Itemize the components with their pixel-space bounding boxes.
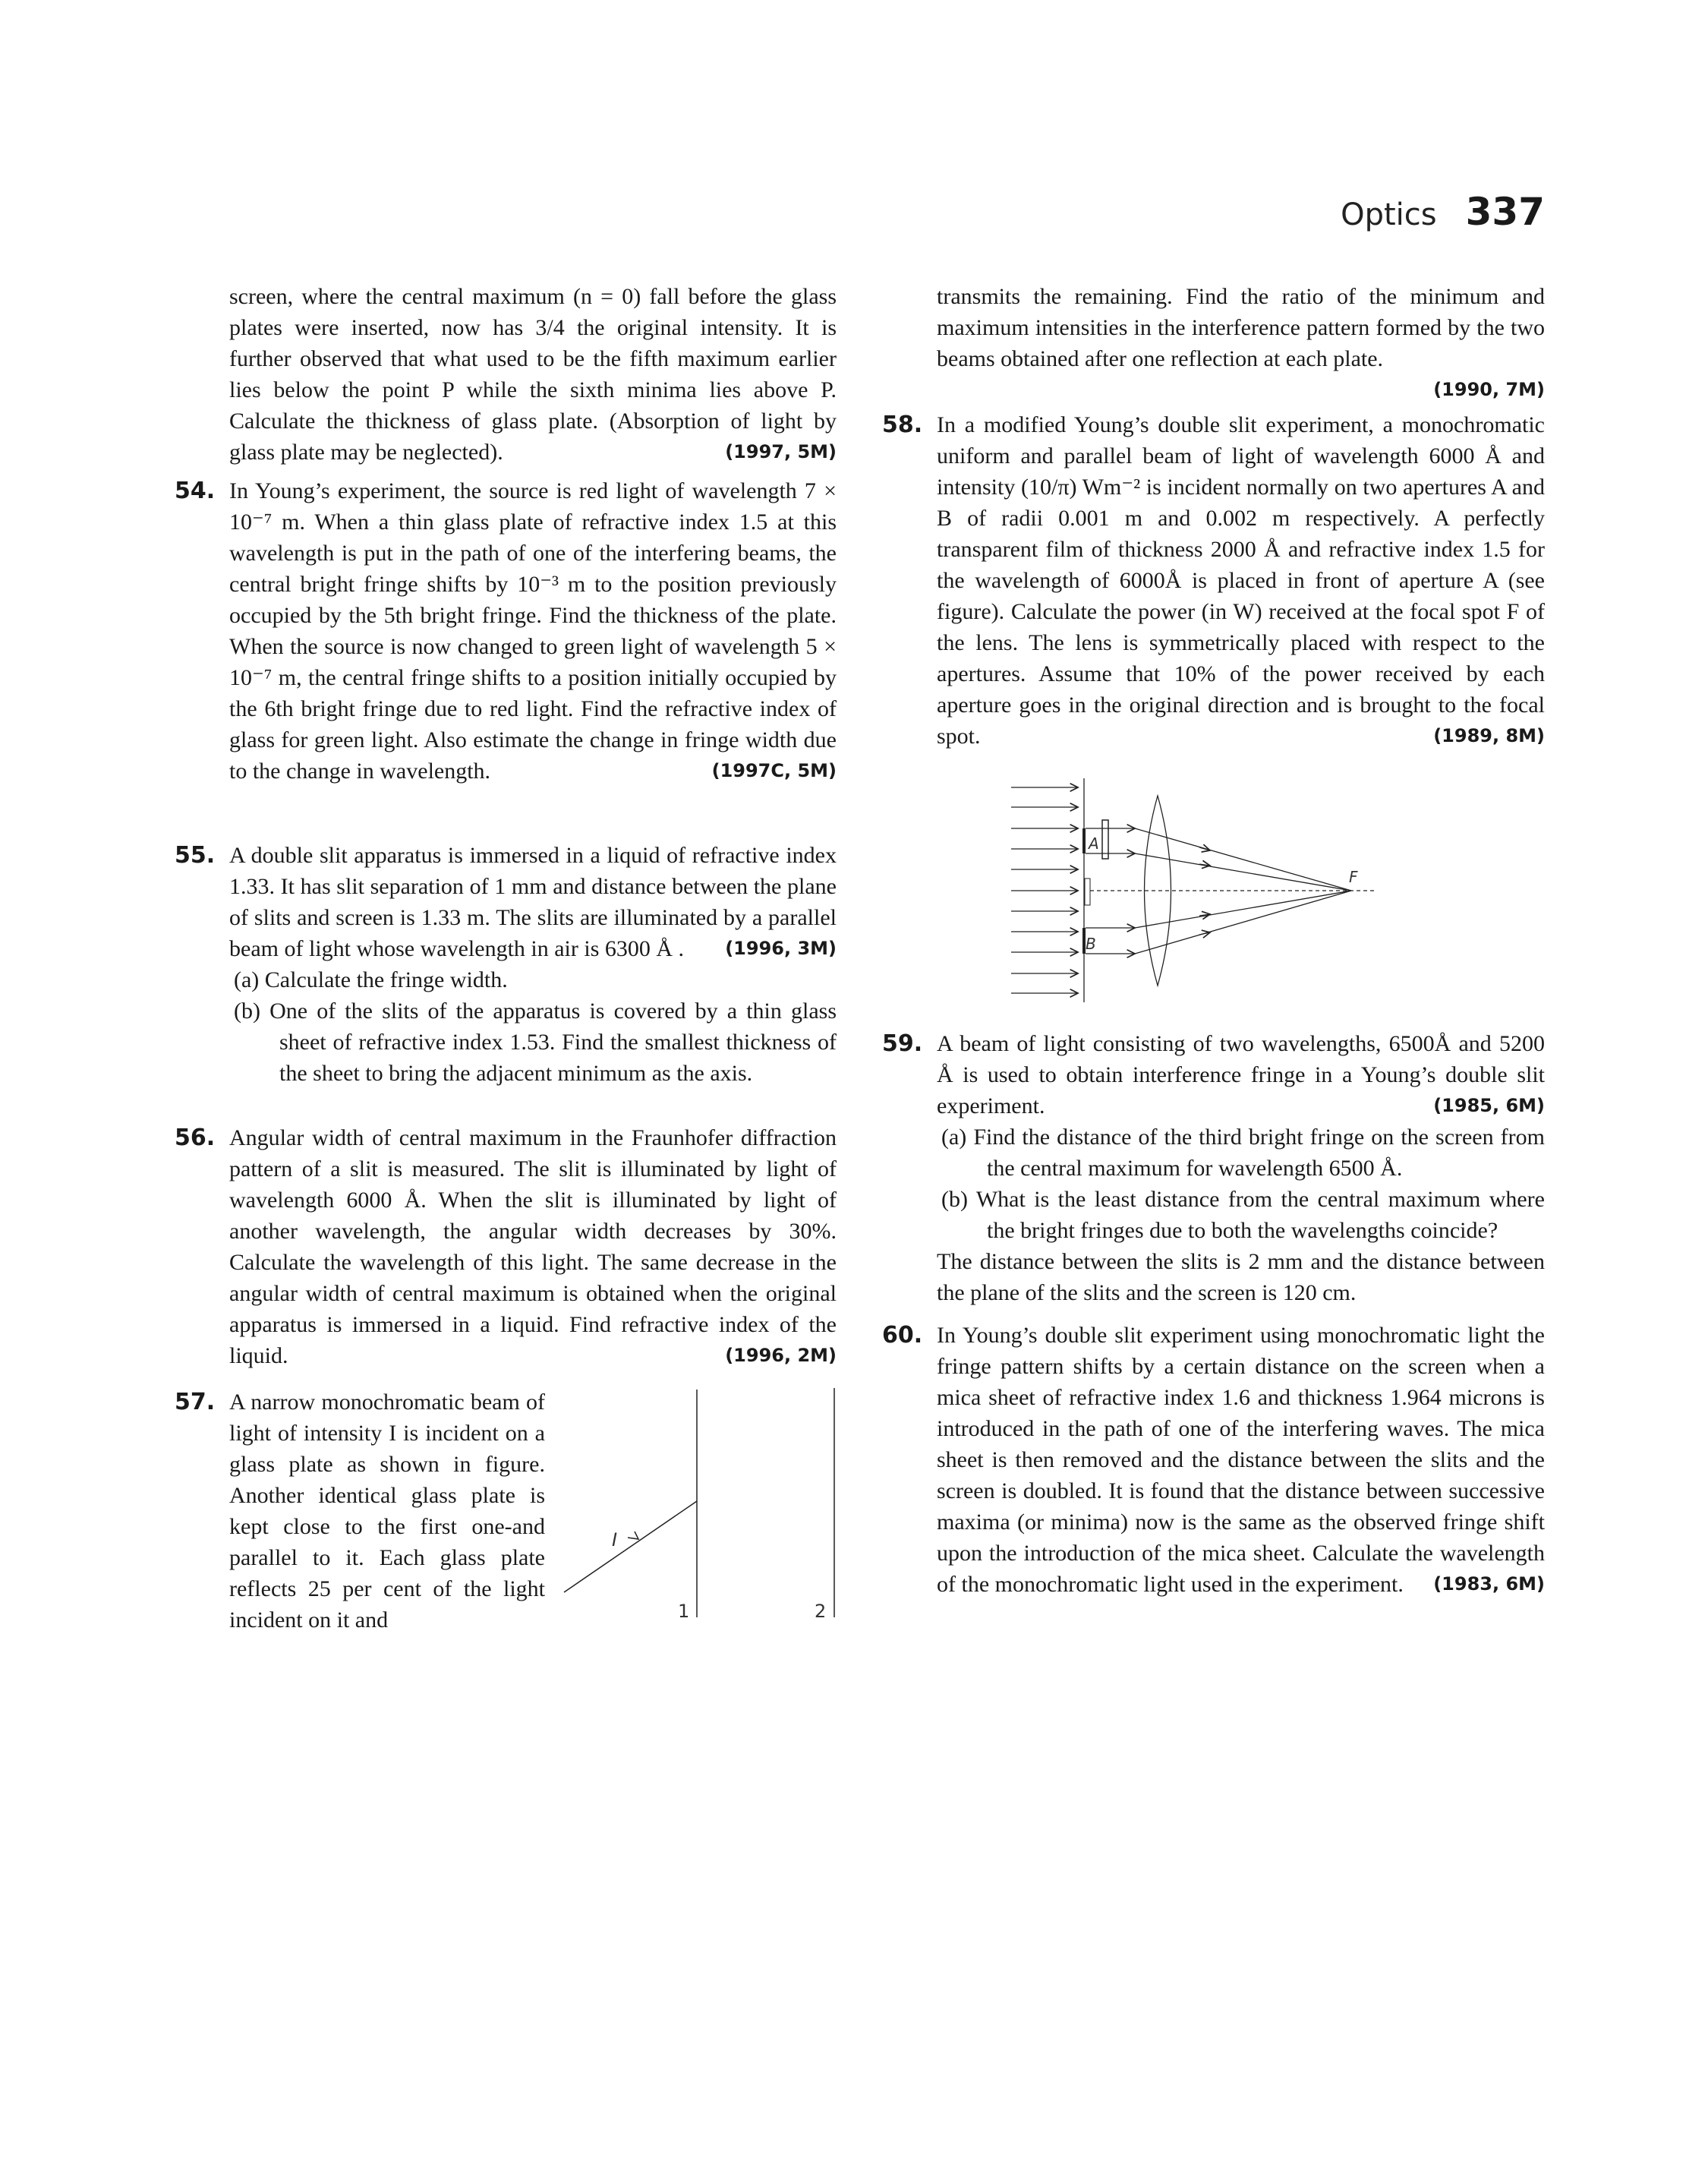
- section-title: Optics: [1341, 197, 1437, 232]
- plate-1-label: 1: [678, 1601, 690, 1622]
- double-aperture-lens-figure: [994, 767, 1420, 1017]
- citation: (1997, 5M): [725, 441, 837, 462]
- citation: (1983, 6M): [1433, 1573, 1545, 1595]
- transparent-film: [1102, 820, 1108, 859]
- aperture-a: [1082, 828, 1086, 853]
- problem-53-continuation: [229, 281, 837, 468]
- problem-54: [175, 475, 837, 787]
- central-stop: [1085, 879, 1090, 905]
- problem-number: 59.: [882, 1030, 923, 1057]
- sub-question-b: (b) What is the least distance from the central maximum where the bright fringes due to both the wavelengths coincide?: [941, 1187, 1545, 1243]
- page-number: 337: [1465, 190, 1545, 234]
- problem-text: A narrow monochromatic beam of light of intensity I is incident on a glass plate as shown in figure. Another identical glass plate is kept close to the first one-and parallel to it. Each glass plate reflects 25 per cent of the light incident on it and: [229, 1390, 545, 1633]
- problem-text: transmits the remaining. Find the ratio of the minimum and maximum intensities in the interference pattern formed by the two beams obtained after one reflection at each plate.: [937, 284, 1545, 371]
- problem-60: [882, 1320, 1545, 1600]
- problem-text: In Young’s double slit experiment using monochromatic light the fringe pattern shifts by a certain distance on the screen when a mica sheet of refractive index 1.6 and thickness 1.964 microns is introduced in the path of one of the interfering waves. The mica sheet is then removed and the distance between the slits and the screen is doubled. It is found that the distance between successive maxima (or minima) now is the same as the observed fringe shift upon the introduction of the mica sheet. Calculate the wavelength of the monochromatic light used in the experiment.: [937, 1323, 1545, 1597]
- citation: (1990, 7M): [1433, 379, 1545, 400]
- citation: (1997C, 5M): [711, 760, 837, 781]
- ray-arrow-icon: [628, 1532, 638, 1539]
- page-header: [1341, 190, 1545, 234]
- problem-56: [175, 1122, 837, 1371]
- problem-number: 54.: [175, 478, 216, 504]
- problem-text: In a modified Young’s double slit experiment, a monochromatic uniform and parallel beam of light of wavelength 6000 Å and intensity (10/π) Wm⁻² is incident normally on two apertures A and B of radii 0.001 m and 0.002 m respectively. A perfectly transparent film of thickness 2000 Å and refractive index 1.5 for the wavelength of 6000Å is placed in front of aperture A (see figure). Calculate the power (in W) received at the focal spot F of the lens. The lens is symmetrically placed with respect to the apertures. Assume that 10% of the power received by each aperture goes in the original direction and is brought to the focal spot.: [937, 412, 1545, 749]
- label-b: B: [1086, 935, 1096, 953]
- citation: (1996, 2M): [725, 1345, 837, 1366]
- problem-number: 58.: [882, 412, 923, 438]
- problem-text: Angular width of central maximum in the Fraunhofer diffraction pattern of a slit is measured. The slit is illuminated by light of wavelength 6000 Å. When the slit is illuminated by light of another wavelength, the angular width decreases by 30%. Calculate the wavelength of this light. The same decrease in the angular width of central maximum is obtained when the original apparatus is immersed in a liquid. Find refractive index of the liquid.: [229, 1125, 837, 1368]
- citation: (1989, 8M): [1433, 725, 1545, 746]
- problem-number: 60.: [882, 1322, 923, 1349]
- citation: (1985, 6M): [1433, 1095, 1545, 1116]
- plate-2-label: 2: [815, 1601, 827, 1622]
- problem-55: [175, 840, 837, 1089]
- problem-57: [175, 1386, 545, 1636]
- incident-beam-arrows: [1011, 787, 1078, 993]
- problem-number: 55.: [175, 842, 216, 869]
- problem-59: [882, 1028, 1545, 1308]
- label-focal-spot: F: [1349, 868, 1358, 886]
- problem-tail-text: The distance between the slits is 2 mm and the distance between the plane of the slits and the screen is 120 cm.: [937, 1249, 1545, 1305]
- citation: (1996, 3M): [725, 938, 837, 959]
- sub-question-b: (b) One of the slits of the apparatus is covered by a thin glass sheet of refractive index 1.53. Find the smallest thickness of the sheet to bring the adjacent minimum as the axis.: [234, 998, 837, 1086]
- incident-ray: [564, 1501, 697, 1592]
- problem-57-continuation: [937, 281, 1545, 405]
- problem-number: 56.: [175, 1125, 216, 1151]
- sub-question-a: (a) Calculate the fringe width.: [234, 967, 508, 992]
- problem-text: A beam of light consisting of two wavelengths, 6500Å and 5200 Å is used to obtain interference fringe in a Young’s double slit experiment.: [937, 1031, 1545, 1118]
- intensity-label: I: [612, 1529, 618, 1550]
- sub-question-a: (a) Find the distance of the third bright fringe on the screen from the central maximum for wavelength 6500 Å.: [941, 1125, 1545, 1181]
- glass-plates-figure: [554, 1382, 843, 1633]
- problem-text: In Young’s experiment, the source is red light of wavelength 7 × 10⁻⁷ m. When a thin glass plate of refractive index 1.5 at this wavelength is put in the path of one of the interfering beams, the central bright fringe shifts by 10⁻³ m to the position previously occupied by the 5th bright fringe. Find the thickness of the plate. When the source is now changed to green light of wavelength 5 × 10⁻⁷ m, the central fringe shifts to a position initially occupied by the 6th bright fringe due to red light. Find the refractive index of glass for green light. Also estimate the change in fringe width due to the change in wavelength.: [229, 478, 837, 784]
- label-a: A: [1089, 834, 1099, 853]
- problem-text: screen, where the central maximum (n = 0) fall before the glass plates were inserted, now has 3/4 the original intensity. It is further observed that what used to be the fifth maximum earlier lies below the point P while the sixth minima lies above P. Calculate the thickness of glass plate. (Absorption of light by glass plate may be neglected).: [229, 284, 837, 465]
- problem-text: A double slit apparatus is immersed in a liquid of refractive index 1.33. It has slit separation of 1 mm and distance between the plane of slits and screen is 1.33 m. The slits are illuminated by a parallel beam of light whose wavelength in air is 6300 Å .: [229, 843, 837, 961]
- problem-number: 57.: [175, 1389, 216, 1415]
- problem-58: [882, 409, 1545, 752]
